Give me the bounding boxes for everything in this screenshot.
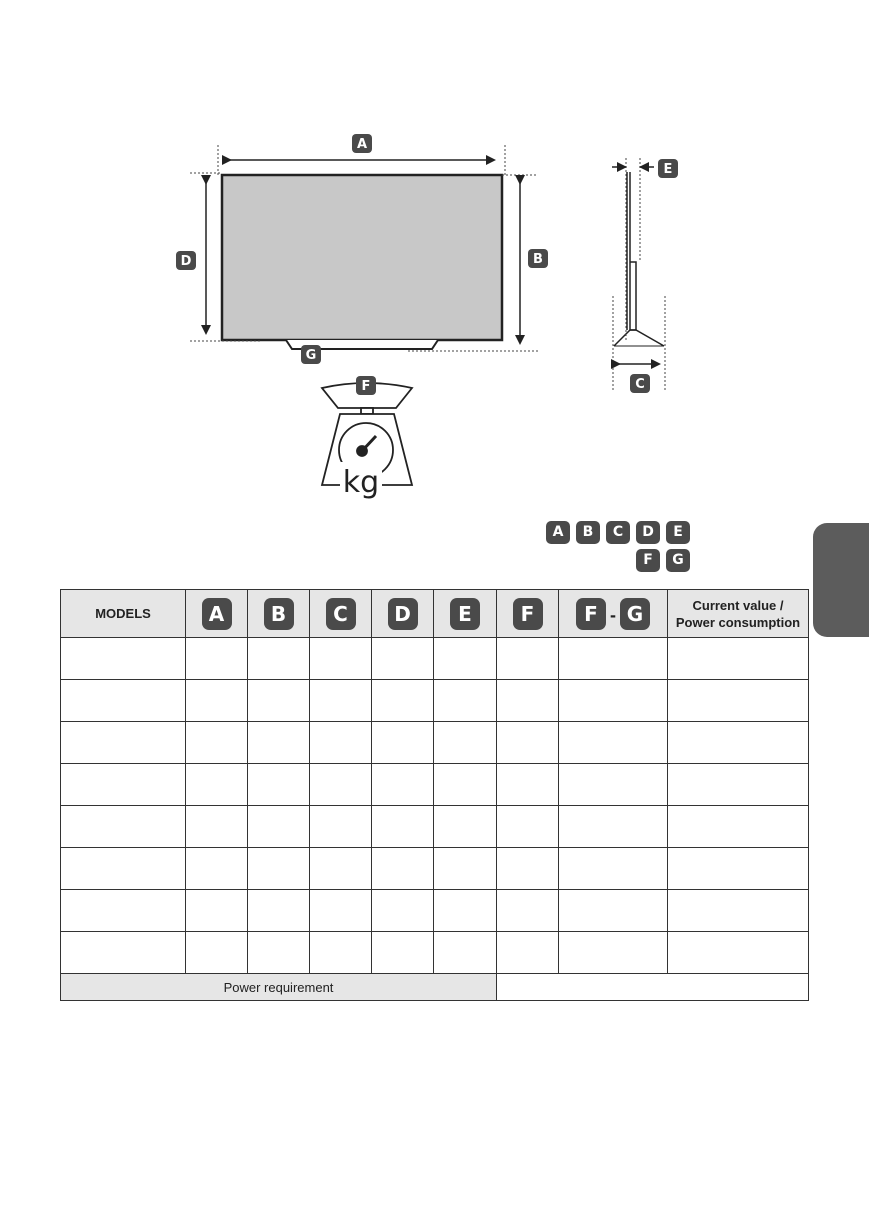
table-cell <box>559 638 668 680</box>
legend-row-2 <box>636 549 696 572</box>
legend-badge-b: B <box>576 521 600 544</box>
table-cell <box>372 890 434 932</box>
legend-badge-c: C <box>606 521 630 544</box>
power-requirement-value <box>497 974 809 1001</box>
table-row <box>61 848 809 890</box>
table-cell <box>434 722 497 764</box>
model-name-cell <box>61 722 186 764</box>
svg-text:D: D <box>180 254 192 269</box>
table-cell <box>434 764 497 806</box>
legend-badge-f: F <box>636 549 660 572</box>
model-name-cell <box>61 890 186 932</box>
table-cell <box>372 806 434 848</box>
table-cell <box>559 932 668 974</box>
table-cell <box>186 848 248 890</box>
table-cell <box>434 680 497 722</box>
header-badge-a: A <box>202 598 232 630</box>
header-current-value <box>668 590 809 638</box>
table-row <box>61 890 809 932</box>
header-current-line2: Power consumption <box>675 614 801 630</box>
table-cell <box>186 638 248 680</box>
table-cell <box>186 722 248 764</box>
svg-text:A: A <box>356 137 368 152</box>
table-cell <box>310 722 372 764</box>
header-fg-separator: - <box>610 604 616 625</box>
header-col-a <box>186 590 248 638</box>
model-name-cell <box>61 932 186 974</box>
table-row <box>61 680 809 722</box>
table-row <box>61 722 809 764</box>
table-cell <box>248 722 310 764</box>
table-body <box>61 638 809 974</box>
header-col-f <box>497 590 559 638</box>
table-cell <box>559 680 668 722</box>
model-name-cell <box>61 848 186 890</box>
svg-text:G: G <box>305 348 317 363</box>
tv-dimensions-diagram <box>0 0 869 520</box>
header-col-b <box>248 590 310 638</box>
model-name-cell <box>61 680 186 722</box>
table-cell <box>248 638 310 680</box>
table-cell <box>248 932 310 974</box>
table-cell <box>668 764 809 806</box>
table-cell <box>559 764 668 806</box>
table-row <box>61 932 809 974</box>
table-cell <box>497 764 559 806</box>
table-cell <box>497 680 559 722</box>
table-cell <box>310 848 372 890</box>
table-cell <box>668 806 809 848</box>
table-cell <box>497 932 559 974</box>
power-requirement-label: Power requirement <box>61 974 497 1001</box>
table-cell <box>186 764 248 806</box>
label-e-badge <box>658 159 678 178</box>
header-models: MODELS <box>61 590 186 638</box>
table-cell <box>310 890 372 932</box>
table-cell <box>434 932 497 974</box>
svg-text:F: F <box>361 379 371 394</box>
svg-text:B: B <box>533 252 543 267</box>
table-cell <box>310 806 372 848</box>
table-cell <box>372 638 434 680</box>
table-cell <box>434 806 497 848</box>
svg-text:C: C <box>635 377 645 392</box>
label-b-badge <box>528 249 548 268</box>
header-badge-f: F <box>513 598 543 630</box>
header-badge-d: D <box>388 598 418 630</box>
legend-badge-g: G <box>666 549 690 572</box>
table-row <box>61 638 809 680</box>
header-badge-b: B <box>264 598 294 630</box>
label-d-badge <box>176 251 196 270</box>
table-cell <box>559 848 668 890</box>
table-cell <box>310 680 372 722</box>
power-requirement-row <box>61 974 809 1001</box>
table-cell <box>559 806 668 848</box>
table-cell <box>310 764 372 806</box>
table-row <box>61 806 809 848</box>
header-col-f-g <box>559 590 668 638</box>
table-cell <box>668 932 809 974</box>
table-cell <box>372 680 434 722</box>
table-cell <box>186 680 248 722</box>
label-c-badge <box>630 374 650 393</box>
table-cell <box>372 764 434 806</box>
header-badge-c: C <box>326 598 356 630</box>
table-cell <box>372 932 434 974</box>
header-badge-e: E <box>450 598 480 630</box>
table-cell <box>372 848 434 890</box>
section-side-tab <box>813 523 869 637</box>
table-cell <box>248 806 310 848</box>
label-a-badge <box>352 134 372 153</box>
header-badge-fg-to: G <box>620 598 650 630</box>
model-name-cell <box>61 806 186 848</box>
table-row <box>61 764 809 806</box>
legend-badge-e: E <box>666 521 690 544</box>
table-cell <box>668 722 809 764</box>
tv-screen <box>222 175 502 340</box>
scale-unit-label: kg <box>342 465 380 500</box>
table-cell <box>668 848 809 890</box>
table-header-row <box>61 590 809 638</box>
table-cell <box>186 806 248 848</box>
table-cell <box>559 890 668 932</box>
table-cell <box>497 890 559 932</box>
specifications-table <box>60 589 809 1001</box>
legend-row-1 <box>546 521 696 544</box>
table-cell <box>310 932 372 974</box>
header-col-d <box>372 590 434 638</box>
table-cell <box>186 890 248 932</box>
svg-text:E: E <box>663 162 673 177</box>
legend-badge-a: A <box>546 521 570 544</box>
header-col-e <box>434 590 497 638</box>
table-cell <box>668 680 809 722</box>
table-cell <box>434 848 497 890</box>
header-col-c <box>310 590 372 638</box>
table-cell <box>248 848 310 890</box>
label-g-badge <box>301 345 321 364</box>
model-name-cell <box>61 764 186 806</box>
table-cell <box>372 722 434 764</box>
table-cell <box>186 932 248 974</box>
tv-side-view <box>614 172 664 346</box>
header-current-line1: Current value / <box>692 597 784 613</box>
table-cell <box>310 638 372 680</box>
legend-badge-d: D <box>636 521 660 544</box>
table-cell <box>434 638 497 680</box>
table-cell <box>248 680 310 722</box>
table-cell <box>559 722 668 764</box>
model-name-cell <box>61 638 186 680</box>
header-badge-fg-from: F <box>576 598 606 630</box>
table-cell <box>248 890 310 932</box>
table-cell <box>497 722 559 764</box>
table-cell <box>434 890 497 932</box>
table-cell <box>668 890 809 932</box>
table-cell <box>497 848 559 890</box>
table-cell <box>497 638 559 680</box>
table-cell <box>668 638 809 680</box>
table-cell <box>497 806 559 848</box>
label-f-badge <box>356 376 376 395</box>
table-cell <box>248 764 310 806</box>
